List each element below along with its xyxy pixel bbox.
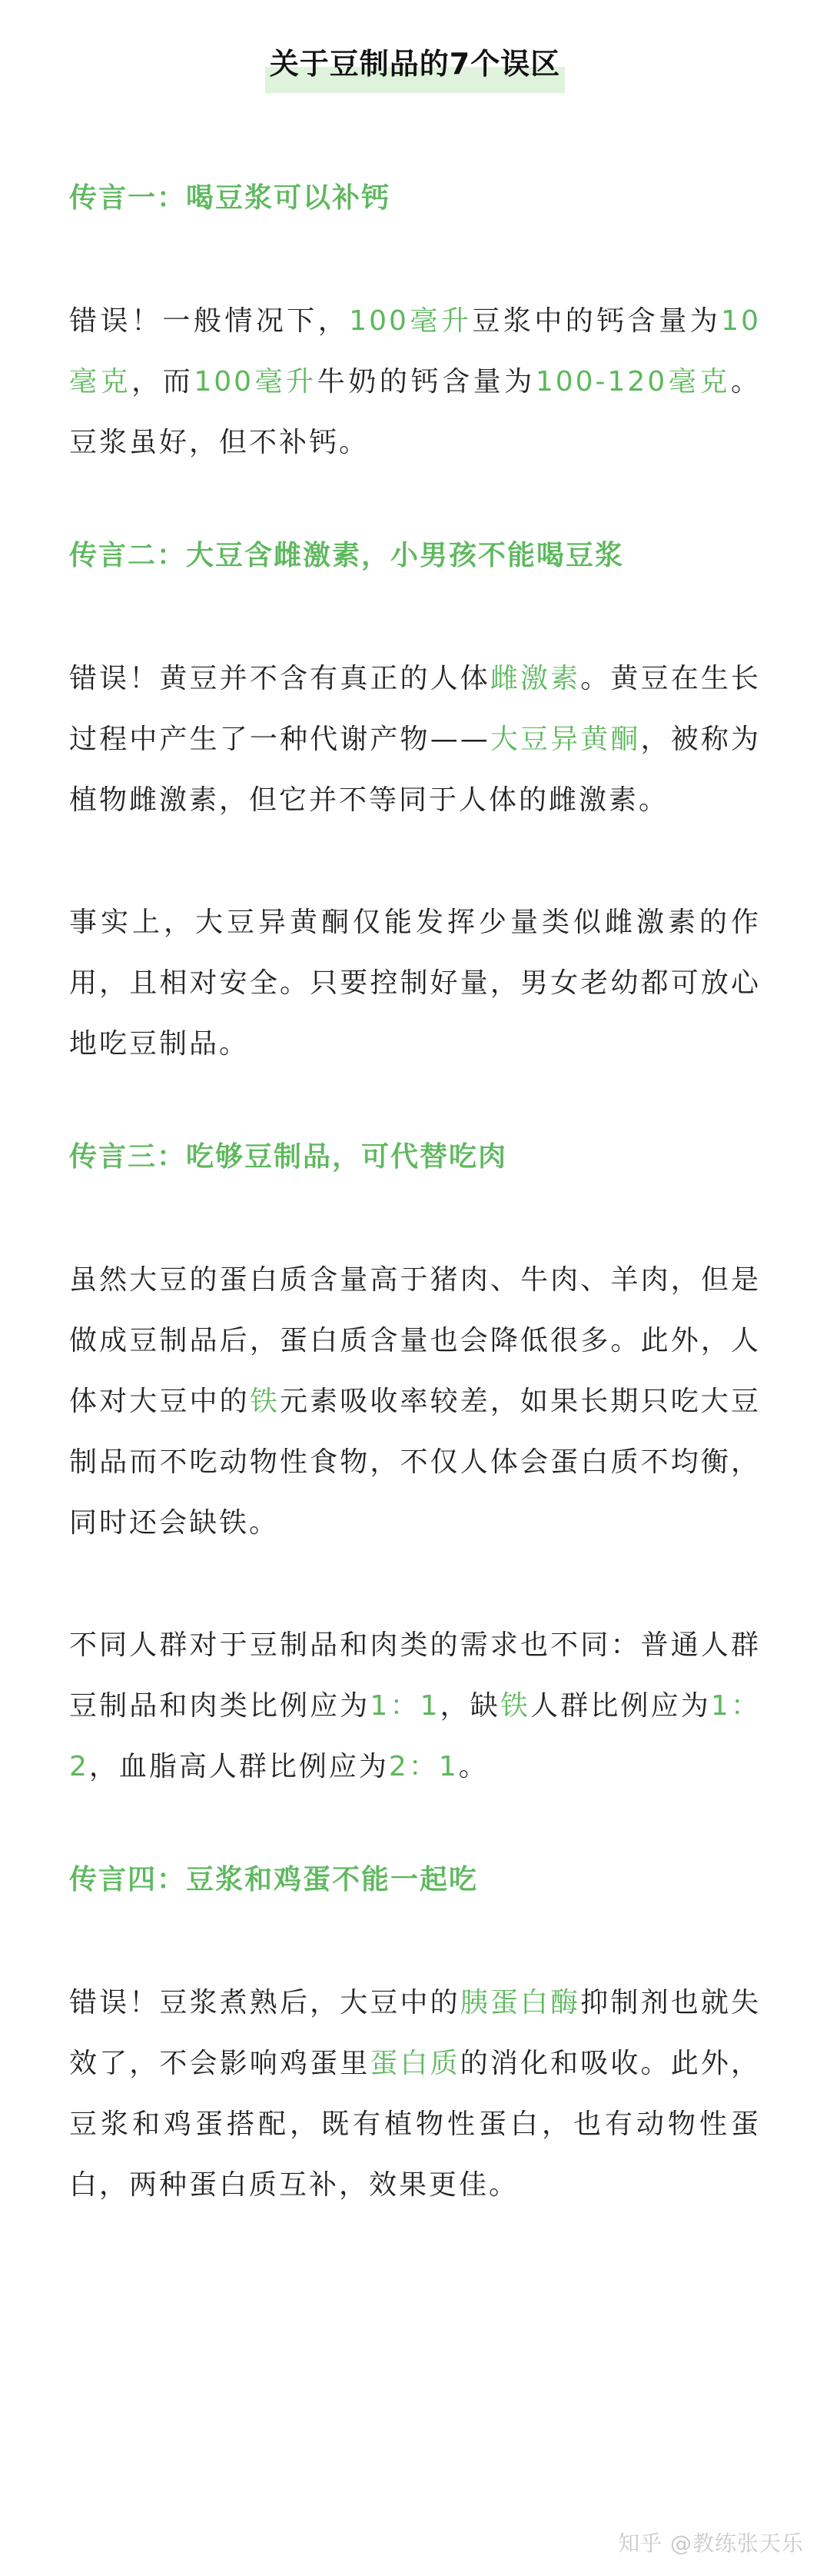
zhihu-watermark: 知乎 @教练张天乐	[618, 2531, 804, 2556]
highlighted-term: 蛋白质	[370, 2048, 460, 2079]
highlighted-term: 2：1	[388, 1751, 459, 1782]
text-segment: 虽然大豆的蛋白质含量高于猪肉、牛肉、羊肉，但是做成豆制品后，蛋白质含量也会降低很多。此外，人体对大豆中的	[69, 1264, 761, 1417]
section-heading: 传言二：大豆含雌激素，小男孩不能喝豆浆	[69, 540, 625, 571]
section-3	[69, 1136, 761, 1797]
highlighted-term: 1：1	[370, 1690, 440, 1722]
title-area	[0, 0, 830, 93]
highlighted-term: 100毫升	[349, 305, 473, 337]
highlighted-term: 铁	[249, 1386, 280, 1417]
text-segment: 抑制剂也就失效了，不会影响鸡蛋里	[69, 1987, 761, 2079]
text-segment: 。豆浆虽好，但不补钙。	[69, 366, 761, 458]
highlighted-term: 大豆异黄酮	[490, 724, 641, 755]
article-body	[69, 177, 761, 2277]
text-segment: 不同人群对于豆制品和肉类的需求也不同：普通人群豆制品和肉类比例应为	[69, 1629, 761, 1722]
text-segment: ，血脂高人群比例应为	[88, 1751, 389, 1782]
highlighted-term: 铁	[500, 1690, 531, 1722]
paragraph	[69, 291, 761, 473]
text-segment: 。	[458, 1751, 489, 1782]
section-1	[69, 177, 761, 473]
highlighted-term: 10毫克	[69, 305, 761, 398]
text-segment: 牛奶的钙含量为	[317, 366, 536, 398]
paragraph	[69, 1250, 761, 1553]
text-segment: 。黄豆在生长过程中产生了一种代谢产物——	[69, 663, 761, 755]
section-2	[69, 534, 761, 1074]
text-segment: 元素吸收率较差，如果长期只吃大豆制品而不吃动物性食物，不仅人体会蛋白质不均衡，同时还会缺铁。	[69, 1386, 761, 1539]
highlighted-term: 100-120毫克	[535, 366, 731, 398]
paragraph	[69, 892, 761, 1074]
highlighted-term: 1：2	[69, 1690, 761, 1782]
text-segment: 人群比例应为	[530, 1690, 711, 1722]
section-heading: 传言一：喝豆浆可以补钙	[69, 182, 391, 214]
text-segment: 事实上，大豆异黄酮仅能发挥少量类似雌激素的作用，且相对安全。只要控制好量，男女老幼都可放心地吃豆制品。	[69, 907, 761, 1060]
paragraph	[69, 1972, 761, 2215]
section-heading: 传言三：吃够豆制品，可代替吃肉	[69, 1141, 508, 1173]
page-title: 关于豆制品的7个误区	[265, 35, 565, 93]
text-segment: 的消化和吸收。此外，豆浆和鸡蛋搭配，既有植物性蛋白，也有动物性蛋白，两种蛋白质互补，效果更佳。	[69, 2048, 761, 2201]
paragraph	[69, 1615, 761, 1797]
text-segment: ，缺	[440, 1690, 500, 1722]
text-segment: 错误！一般情况下，	[69, 305, 350, 337]
highlighted-term: 100毫升	[194, 366, 317, 398]
highlighted-term: 雌激素	[490, 663, 581, 694]
highlighted-term: 胰蛋白酶	[460, 1987, 581, 2019]
text-segment: ，被称为植物雌激素，但它并不等同于人体的雌激素。	[69, 724, 761, 816]
text-segment: 豆浆中的钙含量为	[472, 305, 722, 337]
section-4	[69, 1859, 761, 2215]
text-segment: 错误！豆浆煮熟后，大豆中的	[69, 1987, 460, 2019]
paragraph	[69, 648, 761, 830]
text-segment: 错误！黄豆并不含有真正的人体	[69, 663, 490, 694]
text-segment: ，而	[131, 366, 194, 398]
section-heading: 传言四：豆浆和鸡蛋不能一起吃	[69, 1864, 479, 1895]
